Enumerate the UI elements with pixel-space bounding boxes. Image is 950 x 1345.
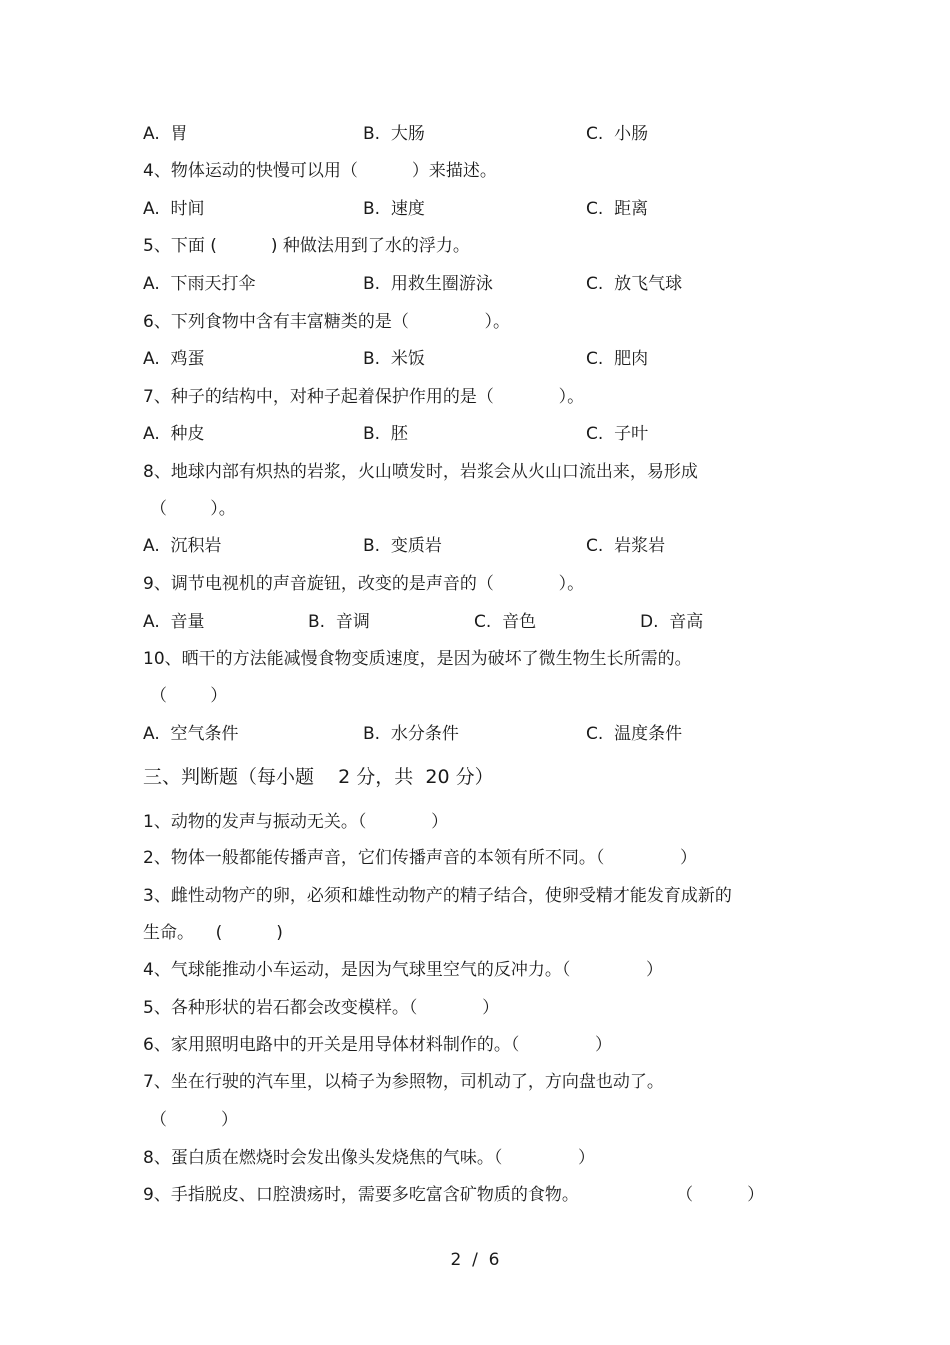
answer-blank: （ ）。: [150, 499, 236, 519]
judgment-item-7-continued: [0, 1106, 950, 1134]
question-text: 4、物体运动的快慢可以用（ ）来描述。: [143, 161, 497, 181]
options-row: [0, 195, 950, 223]
option-a: A. 时间: [143, 199, 205, 219]
option-c: C. 放飞气球: [586, 274, 683, 294]
answer-blank: （ ）: [150, 1110, 239, 1130]
options-row: [0, 270, 950, 298]
options-row: [0, 120, 950, 148]
option-c: C. 音色: [474, 612, 537, 632]
judgment-item-1: [0, 808, 950, 836]
question-text: 9、调节电视机的声音旋钮，改变的是声音的（ ）。: [143, 574, 585, 594]
judgment-item-3-continued: [0, 919, 950, 947]
judgment-item-8: [0, 1144, 950, 1172]
question-10-continued: [0, 682, 950, 710]
item-text: 8、蛋白质在燃烧时会发出像头发烧焦的气味。（ ）: [143, 1148, 595, 1168]
item-text: 生命。 ( ): [143, 923, 283, 943]
question-4: [0, 157, 950, 185]
options-row: [0, 532, 950, 560]
judgment-item-2: [0, 844, 950, 872]
option-a: A. 空气条件: [143, 724, 239, 744]
option-b: B. 米饭: [363, 349, 425, 369]
question-7: [0, 383, 950, 411]
question-5: [0, 232, 950, 260]
item-text: 5、各种形状的岩石都会改变模样。（ ）: [143, 998, 500, 1018]
question-10: [0, 645, 950, 673]
question-8-continued: [0, 495, 950, 523]
question-text: 7、种子的结构中，对种子起着保护作用的是（ ）。: [143, 387, 585, 407]
option-b: B. 速度: [363, 199, 425, 219]
option-c: C. 温度条件: [586, 724, 683, 744]
question-text: 10、晒干的方法能减慢食物变质速度，是因为破坏了微生物生长所需的。: [143, 649, 692, 669]
option-b: B. 胚: [363, 424, 408, 444]
option-a: A. 种皮: [143, 424, 205, 444]
option-a: A. 胃: [143, 124, 188, 144]
option-a: A. 下雨天打伞: [143, 274, 256, 294]
option-a: A. 沉积岩: [143, 536, 222, 556]
section-heading: 三、判断题（每小题 2 分，共 20 分）: [143, 766, 494, 788]
judgment-item-4: [0, 956, 950, 984]
option-a: A. 鸡蛋: [143, 349, 205, 369]
option-b: B. 用救生圈游泳: [363, 274, 493, 294]
judgment-item-9: [0, 1181, 950, 1209]
item-text: 3、雌性动物产的卵，必须和雄性动物产的精子结合，使卵受精才能发育成新的: [143, 886, 732, 906]
option-b: B. 变质岩: [363, 536, 442, 556]
item-text: 2、物体一般都能传播声音，它们传播声音的本领有所不同。（ ）: [143, 848, 697, 868]
option-b: B. 音调: [308, 612, 370, 632]
option-b: B. 水分条件: [363, 724, 459, 744]
options-row: [0, 720, 950, 748]
option-b: B. 大肠: [363, 124, 425, 144]
option-c: C. 小肠: [586, 124, 649, 144]
answer-blank: （ ）: [150, 686, 228, 706]
options-row: [0, 345, 950, 373]
question-text: 5、下面 ( ) 种做法用到了水的浮力。: [143, 236, 470, 256]
judgment-item-7: [0, 1068, 950, 1096]
question-8: [0, 458, 950, 486]
options-row: [0, 608, 950, 636]
item-text: 6、家用照明电路中的开关是用导体材料制作的。（ ）: [143, 1035, 612, 1055]
option-d: D. 音高: [640, 612, 704, 632]
question-text: 6、下列食物中含有丰富糖类的是（ ）。: [143, 312, 510, 332]
item-text: 7、坐在行驶的汽车里，以椅子为参照物，司机动了，方向盘也动了。: [143, 1072, 664, 1092]
option-c: C. 距离: [586, 199, 649, 219]
question-text: 8、地球内部有炽热的岩浆，火山喷发时，岩浆会从火山口流出来，易形成: [143, 462, 698, 482]
judgment-item-6: [0, 1031, 950, 1059]
option-c: C. 岩浆岩: [586, 536, 666, 556]
item-text: 4、气球能推动小车运动，是因为气球里空气的反冲力。（ ）: [143, 960, 663, 980]
item-text: 9、手指脱皮、口腔溃疡时，需要多吃富含矿物质的食物。 （ ）: [143, 1185, 765, 1205]
judgment-item-5: [0, 994, 950, 1022]
question-9: [0, 570, 950, 598]
option-a: A. 音量: [143, 612, 205, 632]
item-text: 1、动物的发声与振动无关。（ ）: [143, 812, 449, 832]
options-row: [0, 420, 950, 448]
option-c: C. 肥肉: [586, 349, 649, 369]
judgment-item-3: [0, 882, 950, 910]
page-number: 2 / 6: [450, 1250, 500, 1270]
question-6: [0, 308, 950, 336]
option-c: C. 子叶: [586, 424, 649, 444]
